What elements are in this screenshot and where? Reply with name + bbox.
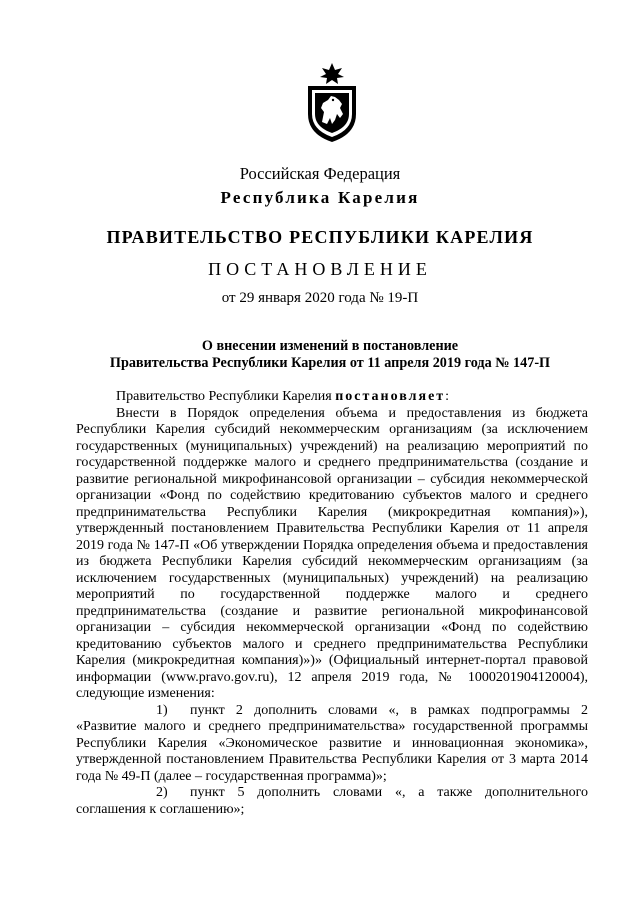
document-subject (90, 338, 570, 372)
list-item-number: 2) (156, 785, 168, 800)
document-body (76, 389, 588, 818)
main-paragraph: Внести в Порядок определения объема и предоставления из бюджета Республики Карелия субсидий некоммерческим организациям (за исключением государственных (муниципальных) учреждений) на реализацию мероприятий по государственной поддержке малого и среднего предпринимательства (создание и развитие региональной микрофинансовой организации – субсидия некоммерческой организации «Фонд по содействию кредитованию субъектов малого и среднего предпринимательства Республики Карелия (микрокредитная компания)»), утвержденный постановлением Правительства Республики Карелия от 11 апреля 2019 года № 147-П «Об утверждении Порядка определения объема и предоставления из бюджета Республики Карелия субсидий некоммерческим организациям (за исключением государственных (муниципальных) учреждений) на реализацию мероприятий по государственной поддержке малого и среднего предпринимательства (создание и развитие региональной микрофинансовой организации – субсидия некоммерческой организации «Фонд по содействию кредитованию субъектов малого и среднего предпринимательства Республики Карелия (микрокредитная компания)»)» (Официальный интернет-портал правовой информации (www.pravo.gov.ru), 12 апреля 2019 года, № 1000201904120004), следующие изменения: (76, 405, 588, 701)
subject-line-1: О внесении изменений в постановление (201, 338, 459, 354)
karelia-coat-of-arms-icon (302, 62, 362, 144)
list-item (76, 785, 588, 818)
decree-intro: Правительство Республики Карелия (116, 389, 336, 404)
decree-word: постановляет (335, 389, 446, 404)
country-name: Российская Федерация (239, 164, 401, 183)
subject-line-2: Правительства Республики Карелия от 11 апреля 2019 года № 147-П (109, 355, 551, 371)
decree-line (76, 389, 588, 406)
document-type: ПОСТАНОВЛЕНИЕ (208, 259, 432, 279)
document-date: от 29 января 2020 года № 19-П (221, 290, 419, 306)
list-item-text: пункт 5 дополнить словами «, а также дополнительного соглашения к соглашению»; (76, 785, 588, 817)
list-item-number: 1) (156, 702, 168, 718)
republic-name: Республика Карелия (220, 188, 420, 207)
list-item-text: пункт 2 дополнить словами «, в рамках подпрограммы 2 «Развитие малого и среднего предпринимательства» государственной программы Республики Карелия «Экономическое развитие и инновационная экономика», утвержденной постановлением Правительства Республики Карелия от 3 марта 2014 года № 49-П (далее – государственная программа)»; (76, 702, 588, 784)
decree-end: : (445, 389, 450, 404)
list-item (76, 703, 588, 786)
government-name: ПРАВИТЕЛЬСТВО РЕСПУБЛИКИ КАРЕЛИЯ (106, 227, 534, 247)
